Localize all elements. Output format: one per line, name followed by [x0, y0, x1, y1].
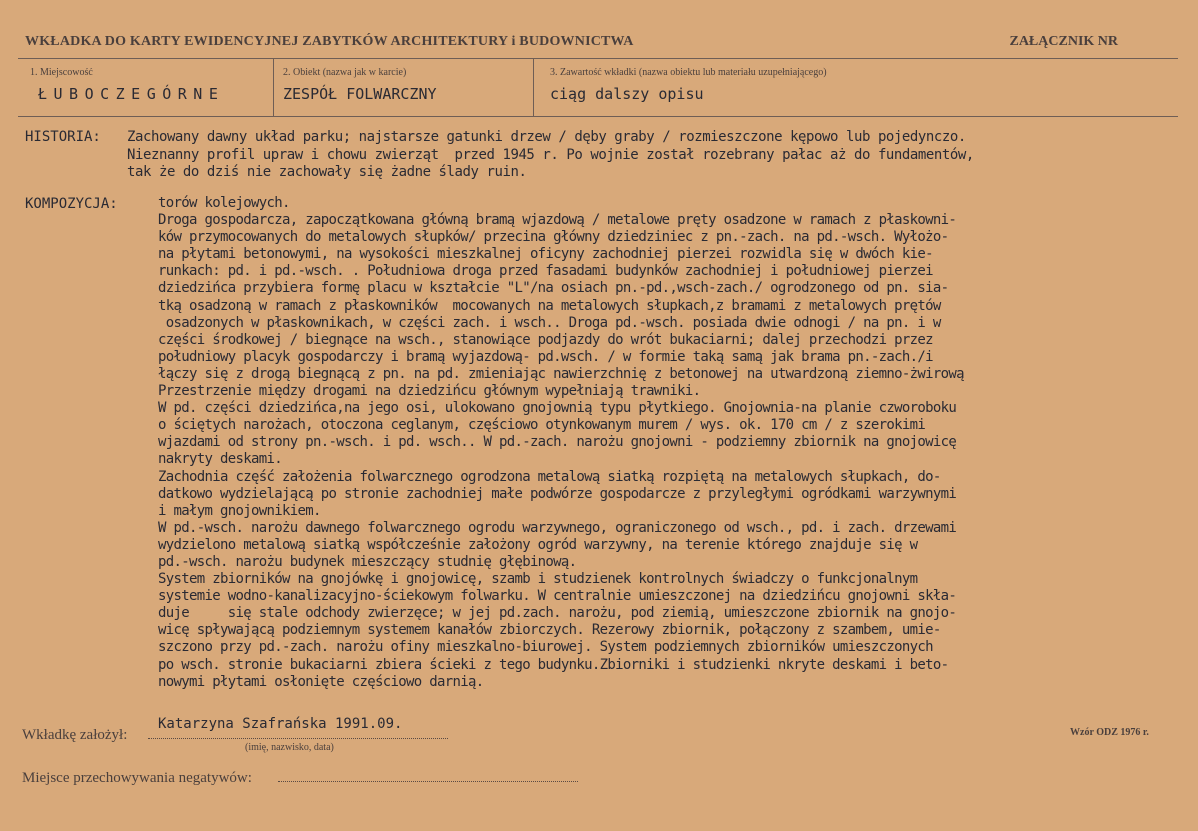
kompozycja-line: torów kolejowych. [158, 195, 290, 211]
annex-label: ZAŁĄCZNIK NR [1009, 34, 1118, 49]
kompozycja-line: W pd.-wsch. narożu dawnego folwarcznego ogrodu warzywnego, ograniczonego od wsch., pd. i zach. drzewami [158, 519, 957, 536]
kompozycja-line: łączy się z drogą biegnącą z pn. na pd. zmieniając nawierzchnię z betonowej na utwardzoną ziemno-żwirową [158, 365, 964, 382]
kompozycja-line: wicę spływającą podziemnym systemem kanałów zbiorczych. Rezerowy zbiornik, połączony z szambem, umie- [158, 622, 941, 639]
header-title: WKŁADKA DO KARTY EWIDENCYJNEJ ZABYTKÓW ARCHITEKTURY i BUDOWNICTWA [25, 34, 634, 49]
kompozycja-text [158, 195, 964, 691]
insert-author-caption: (imię, nazwisko, data) [245, 742, 334, 753]
insert-author-value: Katarzyna Szafrańska 1991.09. [158, 716, 403, 732]
kompozycja-line: na płytami betonowymi, na wysokości mieszkalnej oficyny zachodniej pierzei rozwidla się w dwóch kie- [158, 246, 933, 263]
kompozycja-line: i małym gnojownikiem. [158, 502, 321, 519]
kompozycja-line: nakryty deskami. [158, 451, 282, 468]
historia-text [127, 129, 974, 182]
kompozycja-line: wjazdami od strony pn.-wsch. i pd. wsch.. W pd.-zach. narożu gnojowni - podziemny zbiornik na gnojowicę [158, 434, 957, 451]
header-rule-bottom [18, 116, 1178, 117]
field-divider-2 [533, 58, 534, 116]
insert-author-label: Wkładkę założył: [22, 727, 128, 743]
kompozycja-line: datkowo wydzielającą po stronie zachodniej małe podwórze gospodarcze z przyległymi ogródkami warzywnymi [158, 485, 957, 502]
header-rule-top [18, 58, 1178, 59]
object-value: ZESPÓŁ FOLWARCZNY [283, 85, 437, 103]
kompozycja-line: nowymi płytami osłonięte częściowo darnią. [158, 673, 484, 690]
kompozycja-line: części środkowej / biegnące na wsch., stanowiące podjazdy do wrót bukaciarni; dalej przechodzi przez [158, 331, 933, 348]
kompozycja-line: Zachodnia część założenia folwarcznego ogrodzona metalową siatką rozpiętą na metalowych słupkach, do- [158, 468, 941, 485]
content-label: 3. Zawartość wkładki (nazwa obiektu lub materiału uzupełniającego) [550, 67, 827, 78]
form-code: Wzór ODZ 1976 r. [1070, 727, 1149, 738]
historia-label: HISTORIA: [25, 129, 101, 145]
kompozycja-line: wydzielono metalową siatką współcześnie założony ogród warzywny, na terenie którego znajduje się w [158, 536, 918, 553]
locality-value: ŁUBOCZEGÓRNE [38, 85, 225, 103]
negatives-label: Miejsce przechowywania negatywów: [22, 770, 252, 786]
kompozycja-line: duje się stale odchody zwierzęce; w jej pd.zach. narożu, pod ziemią, umieszczone zbiornik na gnojo- [158, 605, 957, 622]
locality-label: 1. Miejscowość [30, 67, 93, 78]
kompozycja-line: dziedzińca przybiera formę placu w kształcie "L"/na osiach pn.-pd.,wsch-zach./ ogrodzonego od pn. sia- [158, 280, 949, 297]
negatives-dotline [278, 781, 578, 782]
kompozycja-line: po wsch. stronie bukaciarni zbiera ścieki z tego budynku.Zbiorniki i studzienki nkryte deskami i beto- [158, 656, 949, 673]
insert-author-dotline [148, 738, 448, 739]
kompozycja-line: Droga gospodarcza, zapoczątkowana główną bramą wjazdową / metalowe pręty osadzone w ramach z płaskowni- [158, 212, 957, 229]
kompozycja-line: pd.-wsch. narożu budynek mieszczący studnię głębinową. [158, 553, 577, 570]
kompozycja-label: KOMPOZYCJA: [25, 196, 118, 212]
kompozycja-line: System zbiorników na gnojówkę i gnojowicę, szamb i studzienek kontrolnych świadczy o funkcjonalnym [158, 571, 918, 588]
field-divider-1 [273, 58, 274, 116]
kompozycja-line: południowy placyk gospodarczy i bramą wyjazdową- pd.wsch. / w formie taką samą jak brama pn.-zach./i [158, 348, 933, 365]
historia-line: Nieznanny profil upraw i chowu zwierząt przed 1945 r. Po wojnie został rozebrany pałac aż do fundamentów, [127, 146, 974, 163]
kompozycja-line: ków przymocowanych do metalowych słupków/ przecina główny dziedziniec z pn.-zach. na pd.-wsch. Wyłożo- [158, 229, 949, 246]
historia-line: Zachowany dawny układ parku; najstarsze gatunki drzew / dęby graby / rozmieszczone kępowo lub pojedynczo. [127, 129, 966, 145]
object-label: 2. Obiekt (nazwa jak w karcie) [283, 67, 407, 78]
kompozycja-line: Przestrzenie między drogami na dziedzińcu głównym wypełniają trawniki. [158, 383, 701, 400]
kompozycja-line: tką osadzoną w ramach z płaskowników mocowanych na metalowych słupkach,z bramami z metalowych prętów [158, 297, 941, 314]
kompozycja-line: runkach: pd. i pd.-wsch. . Południowa droga przed fasadami budynków zachodniej i południowej pierzei [158, 263, 933, 280]
content-value: ciąg dalszy opisu [550, 85, 704, 103]
kompozycja-line: osadzonych w płaskownikach, w części zach. i wsch.. Droga pd.-wsch. posiada dwie odnogi / na pn. i w [158, 314, 941, 331]
historia-line: tak że do dziś nie zachowały się żadne ślady ruin. [127, 164, 527, 180]
kompozycja-line: W pd. części dziedzińca,na jego osi, ulokowano gnojownią typu płytkiego. Gnojownia-na planie czworoboku [158, 400, 957, 417]
kompozycja-line: szczono przy pd.-zach. narożu ofiny mieszkalno-biurowej. System podziemnych zbiorników umieszczonych [158, 639, 933, 656]
kompozycja-line: systemie wodno-kanalizacyjno-ściekowym folwarku. W centralnie umieszczonej na dziedzińcu gnojowni skła- [158, 588, 957, 605]
kompozycja-line: o ściętych narożach, otoczona ceglanym, częściowo otynkowanym murem / wys. ok. 170 cm / z szerokimi [158, 417, 926, 434]
